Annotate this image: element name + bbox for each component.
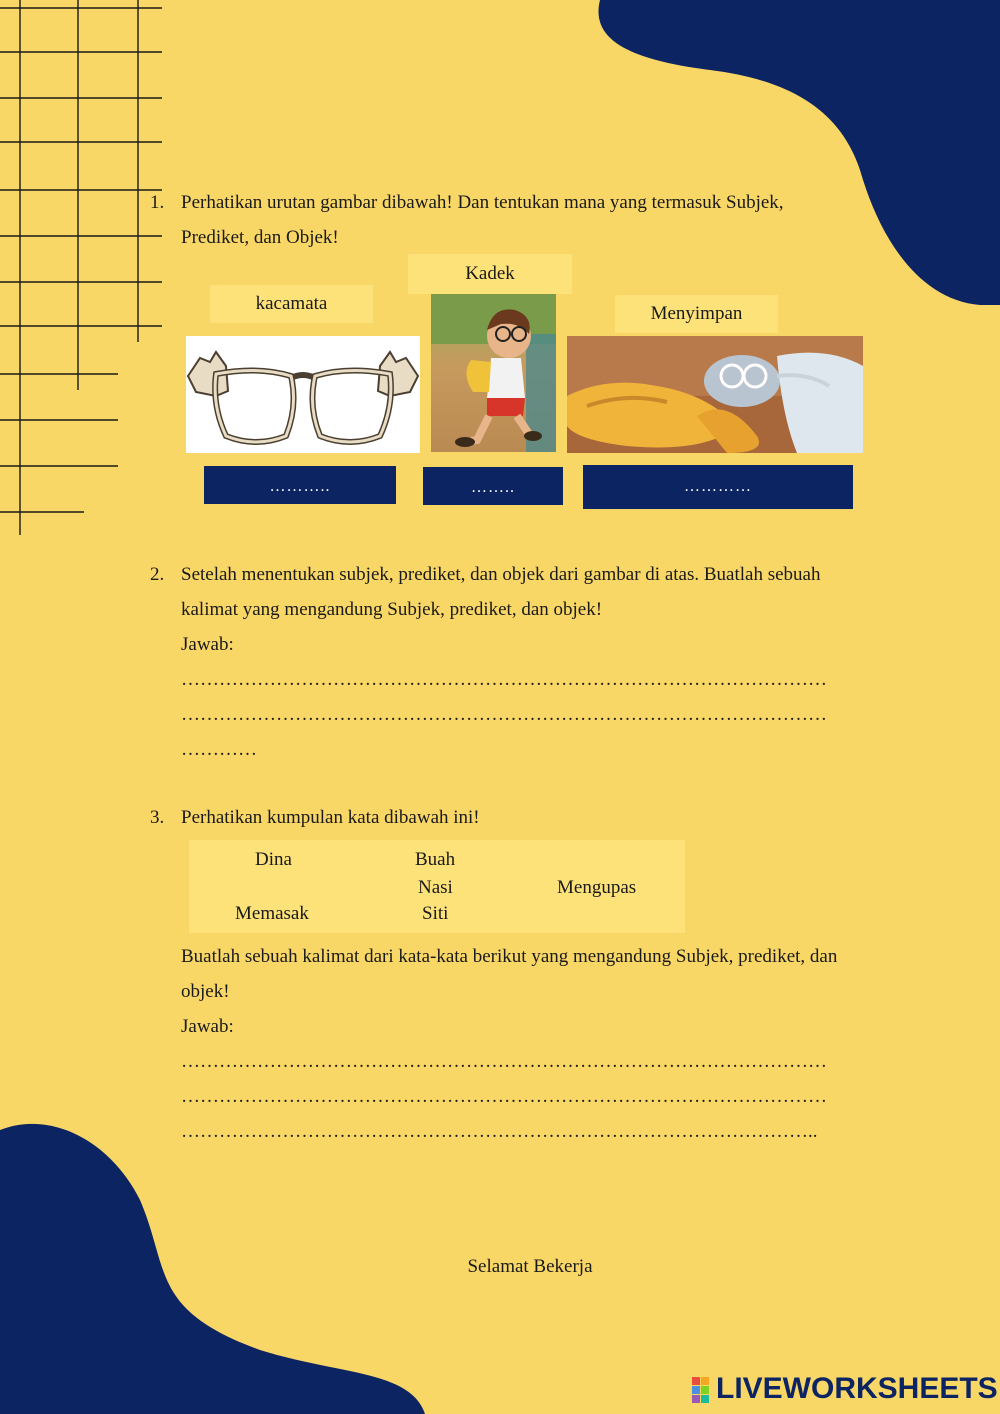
word-nasi: Nasi — [418, 877, 453, 898]
word-buah: Buah — [415, 849, 456, 870]
answer-line-3[interactable]: ……………………………………………………………………………………….. — [181, 1121, 818, 1142]
answer-box-2[interactable]: …….. — [423, 467, 563, 505]
question-text-line1: Setelah menentukan subjek, prediket, dan objek dari gambar di atas. Buatlah sebuah — [181, 564, 821, 585]
question-text-line2: kalimat yang mengandung Subjek, prediket, dan objek! — [181, 599, 603, 620]
word-table — [189, 840, 685, 933]
word-mengupas: Mengupas — [557, 877, 637, 898]
question-number: 3. — [150, 807, 165, 828]
question-number: 1. — [150, 192, 165, 213]
instruction-line2: objek! — [181, 981, 230, 1002]
word-dina: Dina — [255, 849, 292, 870]
glasses-picture — [186, 336, 420, 453]
label-kacamata: kacamata — [210, 285, 373, 323]
question-text-line1: Perhatikan kumpulan kata dibawah ini! — [181, 807, 480, 828]
word-memasak: Memasak — [235, 903, 309, 924]
answer-box-3[interactable]: ………… — [583, 465, 853, 509]
answer-line-3[interactable]: ………… — [181, 739, 257, 760]
question-1 — [150, 185, 870, 265]
liveworksheets-logo-icon — [692, 1377, 718, 1403]
question-3-instructions — [150, 939, 890, 1149]
question-3 — [150, 800, 880, 840]
question-text-line1: Perhatikan urutan gambar dibawah! Dan tentukan mana yang termasuk Subjek, — [181, 192, 784, 213]
decorative-grid — [0, 0, 170, 540]
label-kadek: Kadek — [408, 254, 572, 294]
shoe-picture — [567, 336, 863, 453]
word-siti: Siti — [422, 903, 449, 924]
closing-text: Selamat Bekerja — [467, 1256, 593, 1277]
answer-line-2[interactable]: ………………………………………………………………………………………… — [181, 704, 827, 725]
question-text-line2: Prediket, dan Objek! — [181, 227, 339, 248]
brand-name: LIVEWORKSHEETS — [716, 1372, 998, 1405]
answer-line-1[interactable]: ………………………………………………………………………………………… — [181, 1051, 827, 1072]
answer-line-1[interactable]: ………………………………………………………………………………………… — [181, 669, 827, 690]
answer-label: Jawab: — [181, 634, 234, 655]
question-2 — [150, 557, 880, 767]
answer-box-1[interactable]: ……….. — [204, 466, 396, 504]
label-menyimpan: Menyimpan — [615, 295, 778, 333]
instruction-line1: Buatlah sebuah kalimat dari kata-kata berikut yang mengandung Subjek, prediket, dan — [181, 946, 838, 967]
boy-running-picture — [431, 294, 556, 452]
answer-line-2[interactable]: ………………………………………………………………………………………… — [181, 1086, 827, 1107]
answer-label: Jawab: — [181, 1016, 234, 1037]
question-number: 2. — [150, 564, 165, 585]
